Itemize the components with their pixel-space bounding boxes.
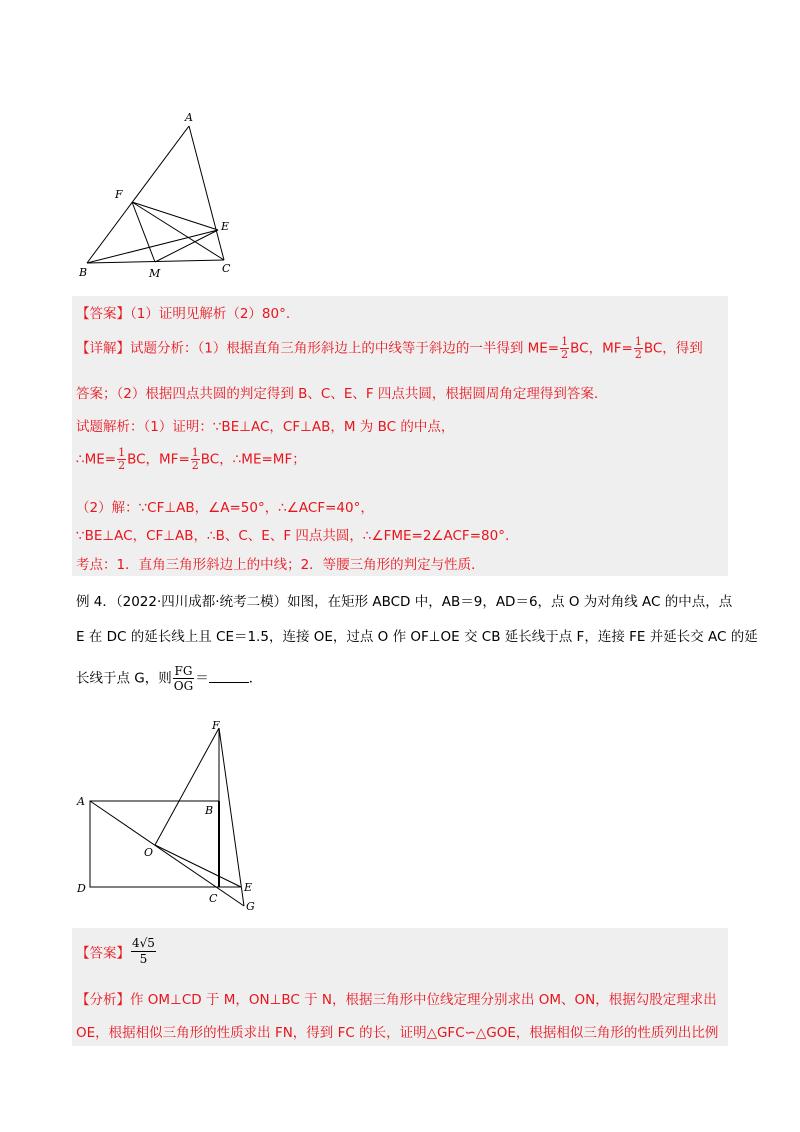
analysis-line-2: OE，根据相似三角形的性质求出 FN，得到 FC 的长，证明△GFC∽△GOE，根据相似三角形的性质列出比例 — [76, 1025, 719, 1041]
label-c: C — [209, 892, 218, 905]
fraction-half: $\frac{1}{2}$ — [561, 335, 569, 361]
label-a: A — [77, 795, 85, 808]
kaodian-line: 考点：1．直角三角形斜边上的中线；2．等腰三角形的判定与性质． — [76, 557, 485, 573]
label-b: B — [205, 804, 214, 817]
seg-oe — [155, 845, 241, 887]
solve-line-1: 试题解析：（1）证明：∵BE⊥AC，CF⊥AB，M 为 BC 的中点， — [76, 419, 455, 435]
fraction-fg-og: $\frac{FG}{OG}$ — [173, 664, 194, 693]
solve-line-3: （2）解：∵CF⊥AB，∠A=50°，∴∠ACF=40°， — [76, 500, 374, 516]
answer-line-1 — [76, 302, 290, 322]
seg-of — [155, 728, 219, 845]
seg-ac — [189, 126, 224, 260]
seg-ab — [87, 126, 189, 263]
answer-blank — [209, 681, 249, 683]
detail-line-1: 【详解】试题分析：（1）根据直角三角形斜边上的中线等于斜边的一半得到 ME= $\frac{1}{2}$ BC，MF= $\frac{1}{2}$ BC，得到 — [76, 335, 703, 361]
detail-line-2: 答案；（2）根据四点共圆的判定得到 B、C、E、F 四点共圆，根据圆周角定理得到答案. — [76, 386, 599, 402]
fraction-half: $\frac{1}{2}$ — [191, 446, 199, 472]
answer-tag: 【答案】 — [76, 945, 130, 962]
fraction-half: $\frac{1}{2}$ — [634, 335, 642, 361]
seg-me — [155, 230, 218, 262]
solve-line-4: ∵BE⊥AC，CF⊥AB，∴B、C、E、F 四点共圆，∴∠FME=2∠ACF=80°. — [76, 528, 510, 544]
label-o: O — [144, 846, 154, 859]
fraction-half: $\frac{1}{2}$ — [118, 446, 126, 472]
fraction-answer: $\frac{4√5}{5}$ — [132, 936, 155, 966]
label-f: F — [212, 719, 220, 732]
analysis-line-1: 【分析】作 OM⊥CD 于 M，ON⊥BC 于 N，根据三角形中位线定理分别求出 OM、ON，根据勾股定理求出 — [76, 992, 717, 1008]
label-m: M — [149, 267, 161, 280]
label-f: F — [115, 188, 123, 201]
example4-line-2: E 在 DC 的延长线上且 CE＝1.5，连接 OE，过点 O 作 OF⊥OE 交 CB 延长线于点 F，连接 FE 并延长交 AC 的延 — [76, 629, 758, 645]
figure-triangle-abc — [76, 106, 246, 286]
label-e: E — [244, 881, 253, 894]
label-c: C — [222, 262, 231, 275]
example4-line-1: 例 4．（2022·四川成都·统考二模）如图，在矩形 ABCD 中，AB＝9，AD＝6，点 O 为对角线 AC 的中点，点 — [76, 594, 733, 610]
seg-mf — [132, 202, 155, 262]
answer2-line — [76, 936, 157, 967]
figure-rectangle-abcd — [72, 716, 272, 916]
label-d: D — [77, 882, 86, 895]
detail-tag: 【详解】 — [76, 340, 130, 357]
label-e: E — [221, 220, 230, 233]
seg-cf — [132, 202, 224, 260]
seg-ef — [132, 202, 218, 230]
label-a: A — [185, 111, 193, 124]
seg-ag — [90, 801, 244, 906]
seg-fg — [219, 728, 244, 906]
seg-be — [87, 230, 218, 263]
solve-line-2: ∴ME= $\frac{1}{2}$ BC，MF= $\frac{1}{2}$ BC，∴ME=MF； — [76, 446, 306, 472]
label-b: B — [79, 266, 88, 279]
answer-tag: 【答案】 — [76, 306, 130, 322]
answer-text: （1）证明见解析（2）80°. — [130, 306, 291, 322]
example4-line-3: 长线于点 G，则 $\frac{FG}{OG}$ ＝ ． — [76, 664, 263, 693]
analysis-tag: 【分析】 — [76, 992, 130, 1008]
label-g: G — [246, 900, 255, 913]
